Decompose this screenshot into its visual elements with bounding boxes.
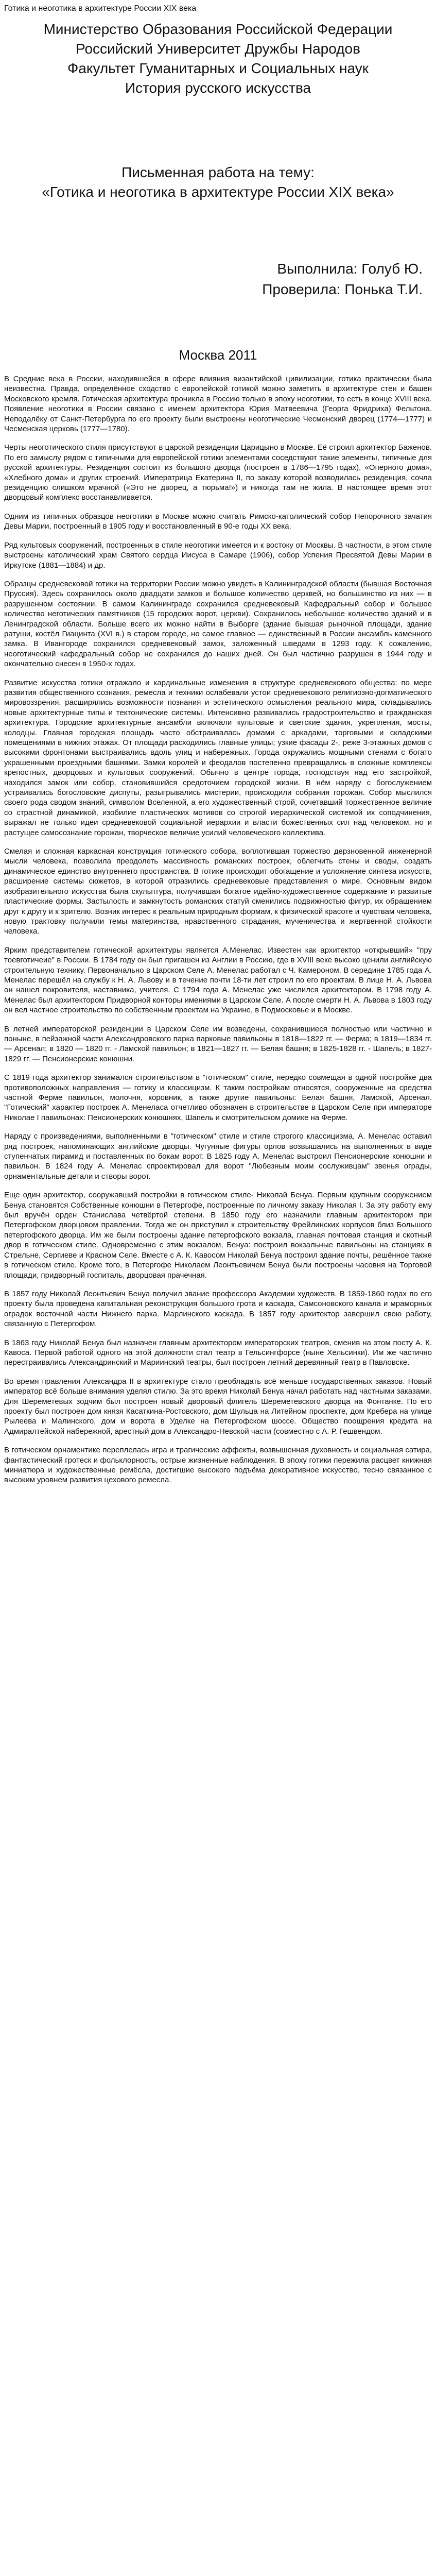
author-line: Выполнила: Голуб Ю. [277, 261, 423, 277]
work-type: Письменная работа на тему: [121, 164, 315, 180]
paragraph-16: В готическом орнаментике переплелась игра и трагические аффекты, возвышенная духовность и социальная сатира, фантастический гротеск и фольклорность, острые жизненные наблюдения. В эпоху готики пережила расцвет книжная миниатюра и художественные ремёсла, достигшие высокого подъёма декоративное искусство, тесно связанное с высоким уровнем развития цехового ремесла. [4, 1446, 432, 1485]
university-line: Российский Университет Дружбы Народов [76, 41, 360, 57]
body-text [4, 374, 432, 1485]
paragraph-11: Наряду с произведениями, выполненными в "готическом" стиле и стиле строгого классицизма, А. Менелас оставил ряд построек, напоминающих английские дворцы. Чугунные фигуры орлов возвышались на выполненных в виде ступенчатых пирамид и поставленных по бокам ворот. В 1825 году А. Менелас выстроил Пенсионерские конюшни и павильон. В 1824 году А. Менелас спроектировал для ворот "Любезным моим сослуживцам" звенья ограды, орнаментальные детали и створы ворот. [4, 1132, 432, 1181]
institution-block [4, 20, 432, 98]
ministry-line: Министерство Образования Российской Федерации [43, 21, 393, 37]
paragraph-6: Развитие искусства готики отражало и кардинальные изменения в структуре средневекового общества: по мере развития общественного сознания, ремесла и техники ослабевали устои средневекового религиозно-догматического мировоззрения, расширялись возможности познания и эстетического осмысления реального мира, складывались новые архитектурные типы и тектонические системы. Интенсивно развивались градостроительство и гражданская архитектура. Городские архитектурные ансамбли включали культовые и светские здания, укрепления, мосты, колодцы. Главная городская площадь часто обстраивалась домами с аркадами, торговыми и складскими помещениями в нижних этажах. От площади расходились главные улицы; узкие фасады 2-, реже 3-этажных домов с высокими фронтонами выстраивались вдоль улиц и набережных. Города окружались мощными стенами с богато украшенными проездными башнями. Замки королей и феодалов постепенно превращались в сложные комплексы крепостных, дворцовых и культовых сооружений. Обычно в центре города, господствуя над его застройкой, находился замок или собор, становившийся средоточием городской жизни. В нём наряду с богослужением устраивались богословские диспуты, разыгрывались мистерии, происходили собрания горожан. Собор мыслился своего рода сводом знаний, символом Вселенной, а его художественный строй, сочетавший торжественное величие со страстной динамикой, изобилие пластических мотивов со строгой иерархической системой их соподчинения, выражал не только идеи средневековой социальной иерархии и власти божественных сил над человеком, но и растущее самосознание горожан, творческое величие усилий человеческого коллектива. [4, 678, 432, 837]
paragraph-15: Во время правления Александра II в архитектуре стало преобладать всё меньше государственных заказов. Новый император всё больше внимания уделял стилю. За это время Николай Бенуа начал работать над частными заказами. Для Шереметевых зодчим был построен новый дворовый флигель Шереметевского дворца на Фонтанке. По его проекту был построен дом князя Касаткина-Ростовского, дом Шульца на Литейном проспекте, дом Кребера на улице Рылеева и Малинского, дом и ворота в Уделке на Петергофском шоссе. Общество поощрения кредита на Адмиралтейской набережной, арестный дом в Александро-Невской части (совместно с А. Р. Гешвендом. [4, 1377, 432, 1436]
paragraph-2: Черты неоготического стиля присутствуют в царской резиденции Царицыно в Москве. Её строил архитектор Баженов. По его замыслу рядом с типичными для европейской готики элементами соседствуют такие элементы, типичные для русской архитектуры. Резиденция состоит из большого дворца (построен в 1786—1795 годах), «Оперного дома», «Хлебного дома» и других строений. Императрица Екатерина II, по заказу которой возводилась резиденция, сочла резиденцию слишком мрачной («Это не дворец, а тюрьма!») и никогда там не жила. В настоящее время этот дворцовый комплекс восстанавливается. [4, 443, 432, 502]
work-title-block [4, 163, 432, 202]
subject-line: История русского искусства [125, 80, 311, 96]
paragraph-12: Еще один архитектор, сооружавший постройки в готическом стиле- Николай Бенуа. Первым крупным сооружением Бенуа становятся Собственные конюшни в Петергофе, построенные по личному заказу Николая I. За эту работу ему был вручён орден Станислава четвёртой степени. В 1850 году его назначили главным архитектором при Петергофском дворцовом правлении. Тогда же он приступил к строительству Фрейлинских корпусов близ Большого петергофского дворца. Им же были построены здание петергофского вокзала, главная почтовая станция и скотный двор в готическом стиле. Одновременно с этим вокзалом, Бенуа: построил вокзальные павильоны на станциях в Стрельне, Сергиеве и Красном Селе. Вместе с А. К. Кавосом Николай Бенуа построил здание почты, решённое также в готическом стиле. Кроме того, в Петергофе Николаем Леонтьевичем Бенуа были построены часовня на Торговой площади, придворный госпиталь, дворцовая прачечная. [4, 1191, 432, 1280]
paragraph-4: Ряд культовых сооружений, построенных в стиле неоготики имеется и к востоку от Москвы. В частности, в этом стиле выстроены католический храм Святого сердца Иисуса в Самаре (1906), собор Успения Пресвятой Девы Марии в Иркутске (1881—1884) и др. [4, 540, 432, 570]
paragraph-9: В летней императорской резиденции в Царском Селе им возведены, сохранившиеся полностью или частично и поныне, в пейзажной части Александровского парка парковые павильоны в 1818—1822 гг. — Ферма; в 1819—1834 гг. — Арсенал; в 1820 — 1820 гг. - Ламской павильон; в 1821—1827 гг. — Белая башня; в 1825-1828 гг. - Шапель; в 1827-1829 гг. — Пенсионерские конюшни. [4, 1024, 432, 1063]
paragraph-8: Ярким представителем готической архитектуры является А.Менелас. Известен как архитектор «открывший» "пру тоевготичеие" в России. В 1784 году он был пригашен из Англии в Россию, где в XVIII веке высоко ценили английскую строительную технику. Первоначально в Царском Селе А. Менелас работал с Ч. Камероном. В середине 1785 года А. Менелас перешёл на службу к Н. А. Львову и в течение почти 18-ти лет строил по его проектам. В лице Н. А. Львова он нашел покровителя, наставника, учителя. С 1794 года А. Менелас уже числился архитектором. В 1798 году А. Менелас был архитектором Придворной конторы имениями в Царском Селе. А после смерти Н. А. Львова в 1803 году он вел частное строительство по собственным проектам на Украине, в Подмосковье и в Москве. [4, 945, 432, 1015]
paragraph-13: В 1857 году Николай Леонтьевич Бенуа получил звание профессора Академии художеств. В 1859-1860 годах по его проекту была проведена капитальная реконструкция большого грота и каскада, Самсоновского канала и мраморных оградок восточной части Нижнего парка. Марлинского каскада. В 1857 году архитектор завершил свою работу, связанную с Петергофом. [4, 1289, 432, 1329]
paragraph-10: С 1819 года архитектор занимался строительством в "готическом" стиле, нередко совмещая в одной постройке два противоположных направления — готику и классицизм. К таким постройкам относятся, сооруженные на средства частной Ферме павильон, молочня, коровник, а также другие павильоны: Белая башня, Ламской, Арсенал. "Готический" характер построек А. Менеласа отчетливо обозначен в строительстве в Царском Селе при императоре Николае I павильонах: Пенсионерских конюшнях, Шапель и смотрительском домике на Ферме. [4, 1073, 432, 1122]
signature-block [4, 259, 432, 300]
paragraph-3: Одним из типичных образцов неоготики в Москве можно считать Римско-католический собор Непорочного зачатия Девы Марии, построенный в 1905 году и восстановленный в 90-е годы XX века. [4, 512, 432, 531]
paragraph-14: В 1863 году Николай Бенуа был назначен главным архитектором императорских театров, сменив на этом посту А. К. Кавоса. Первой работой одного на этой должности стал театр в Гельсингфорсе (ныне Хельсинки). Им же частично перестраивались Александринский и Мариинский театры, был построен летний деревянный театр в Павловске. [4, 1338, 432, 1367]
city-year: Москва 2011 [179, 347, 257, 363]
paragraph-7: Смелая и сложная каркасная конструкция готического собора, воплотившая торжество дерзновенной инженерной мысли человека, позволила преодолеть массивность романских построек, облегчить стены и своды, создать динамическое единство внутреннего пространства. В готике происходит обогащение и усложнение синтеза искусств, расширение системы сюжетов, в которой отразились средневековые представления о мире. Основным видом изобразительного искусства была скульптура, получившая богатое идейно-художественное содержание и развитые пластические формы. Застылость и замкнутость романских статуй сменились подвижностью фигур, их обращением друг к другу и к зрителю. Возник интерес к реальным природным формам, к физической красоте и чувствам человека, новую трактовку получили темы материнства, нравственного страдания, мученичества и жертвенной стойкости человека. [4, 847, 432, 936]
document-header: Готика и неоготика в архитектуре России XIX века [4, 4, 197, 13]
faculty-line: Факультет Гуманитарных и Социальных наук [67, 60, 369, 76]
paragraph-1: В Средние века в России, находившейся в сфере влияния византийской цивилизации, готика практически была неизвестна. Правда, определённое сходство с европейской готикой можно заметить в архитектуре стен и башен Московского кремля. Готическая архитектура проникла в Россию только в эпоху неоготики, то есть в конце XVIII века. Появление неоготики в России связано с именем архитектора Юрия Матвеевича (Георга Фридриха) Фельтона. Неподалёку от Санкт-Петербурга по его проекту были выстроены неоготические Чесменский дворец (1774—1777) и Чесменская церковь (1777—1780). [4, 375, 432, 434]
work-title: «Готика и неоготика в архитектуре России XIX века» [42, 184, 394, 200]
paragraph-5: Образцы средневековой готики на территории России можно увидеть в Калининградской области (бывшая Восточная Пруссия). Здесь сохранилось около двадцати замков и большое количество церквей, но большинство из них — в разрушенном состоянии. В самом Калининграде сохранился средневековый Кафедральный собор и большое количество неготических памятников (15 городских ворот, церкви). Сохранилось небольшое количество зданий и в Ленинградской области. Больше всего их можно найти в Выборге (здание бывшая рыночной площади, здание ратуши, костёл Гиацинта (XVI в.) в старом городе, но самое главное — единственный в России ансамбль каменного замка. В Ивангороде сохранился средневековый замок, заложенный шведами в 1293 году. К сожалению, неоготический кафедральный собор не сохранился до наших дней. Он был частично разрушен в 1944 году и окончательно снесен в 1950-х годах. [4, 579, 432, 669]
checker-line: Проверила: Понька Т.И. [262, 281, 423, 297]
